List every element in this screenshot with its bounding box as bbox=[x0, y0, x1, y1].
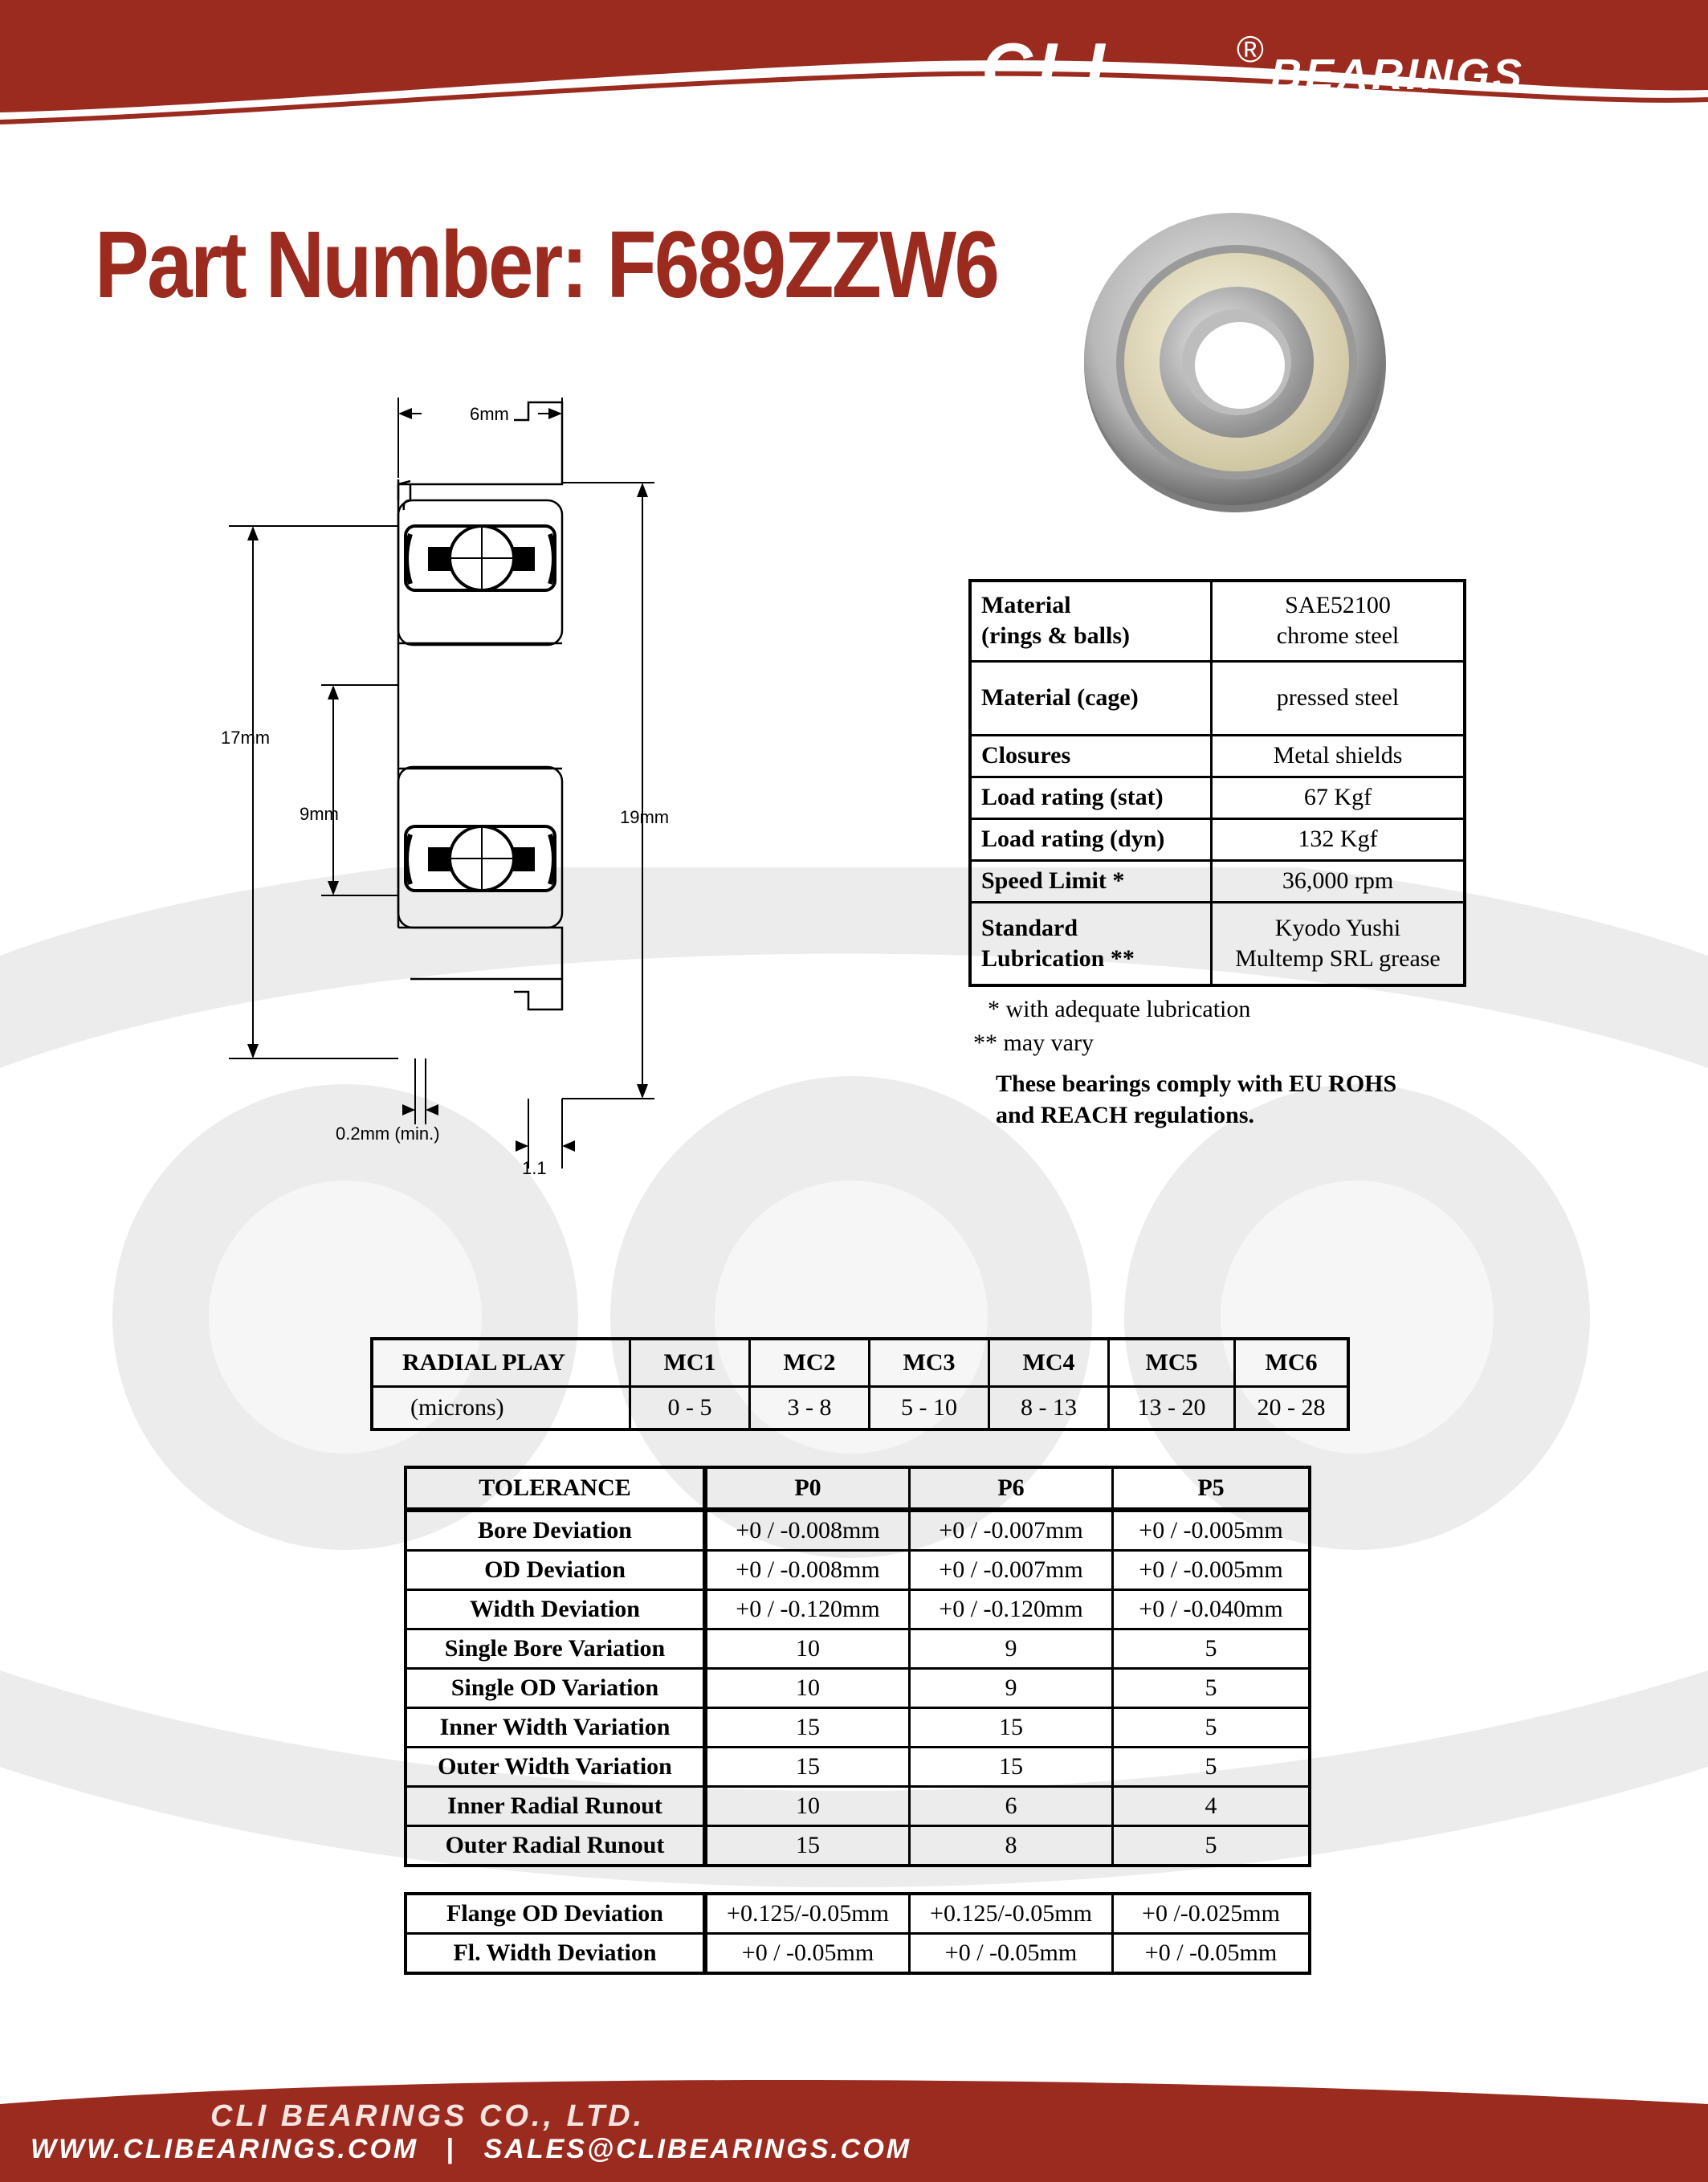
tolerance-value: +0 / -0.120mm bbox=[910, 1590, 1113, 1629]
dimension-arrows bbox=[247, 408, 648, 1152]
tolerance-row bbox=[406, 1934, 1310, 1974]
website-link[interactable]: WWW.CLIBEARINGS.COM bbox=[31, 2134, 419, 2164]
tolerance-value: 5 bbox=[1113, 1748, 1311, 1787]
radial-class: MC2 bbox=[750, 1339, 870, 1387]
dim-chamfer-label: 0.2mm (min.) bbox=[336, 1124, 440, 1144]
tolerance-value: 15 bbox=[705, 1826, 910, 1866]
brand-subtitle: BEARINGS bbox=[1270, 51, 1526, 99]
tolerance-value: 5 bbox=[1113, 1669, 1311, 1708]
spec-label: Material (cage) bbox=[970, 661, 1212, 735]
spec-label: Speed Limit * bbox=[970, 860, 1212, 902]
dim-flange-width-label: 1.1 bbox=[522, 1158, 547, 1178]
radial-class: MC3 bbox=[870, 1339, 989, 1387]
spec-label: Load rating (stat) bbox=[970, 777, 1212, 818]
radial-class: MC1 bbox=[630, 1339, 750, 1387]
tolerance-row bbox=[406, 1708, 1310, 1748]
radial-range: 8 - 13 bbox=[989, 1387, 1109, 1430]
brand-name: CLI bbox=[981, 28, 1110, 108]
tolerance-value: +0 / -0.05mm bbox=[705, 1934, 910, 1974]
tolerance-label: Inner Radial Runout bbox=[406, 1787, 705, 1826]
email-link[interactable]: SALES@CLIBEARINGS.COM bbox=[483, 2134, 912, 2164]
spec-row bbox=[970, 661, 1465, 735]
radial-range: 5 - 10 bbox=[870, 1387, 989, 1430]
spec-value: 36,000 rpm bbox=[1212, 860, 1465, 902]
tolerance-value: 9 bbox=[910, 1669, 1113, 1708]
radial-play-unit: (microns) bbox=[410, 1394, 504, 1421]
tolerance-value: +0 / -0.007mm bbox=[910, 1551, 1113, 1590]
tolerance-label: Width Deviation bbox=[406, 1590, 705, 1629]
tolerance-label: Inner Width Variation bbox=[406, 1708, 705, 1748]
tolerance-table bbox=[404, 1466, 1311, 1867]
tolerance-row bbox=[406, 1590, 1310, 1629]
note-lubrication: * with adequate lubrication bbox=[988, 996, 1251, 1022]
tolerance-value: 6 bbox=[910, 1787, 1113, 1826]
spec-row bbox=[970, 860, 1465, 902]
spec-value: 67 Kgf bbox=[1212, 777, 1465, 818]
bearing-photo bbox=[1076, 197, 1397, 518]
dim-bore-label: 9mm bbox=[300, 804, 339, 824]
flange-tolerance-table bbox=[404, 1892, 1311, 1975]
tolerance-value: 5 bbox=[1113, 1826, 1311, 1866]
tolerance-label: OD Deviation bbox=[406, 1551, 705, 1590]
compliance-line-2: and REACH regulations. bbox=[996, 1102, 1255, 1128]
radial-play-header bbox=[372, 1339, 1348, 1387]
tolerance-value: +0 /-0.025mm bbox=[1113, 1894, 1311, 1934]
tolerance-row bbox=[406, 1669, 1310, 1708]
tolerance-row bbox=[406, 1787, 1310, 1826]
compliance-line-1: These bearings comply with EU ROHS bbox=[996, 1071, 1397, 1097]
tolerance-row bbox=[406, 1826, 1310, 1866]
radial-range: 20 - 28 bbox=[1235, 1387, 1349, 1430]
tolerance-value: 4 bbox=[1113, 1787, 1311, 1826]
radial-range: 3 - 8 bbox=[750, 1387, 870, 1430]
spec-row bbox=[970, 777, 1465, 818]
tolerance-title: TOLERANCE bbox=[406, 1467, 705, 1510]
tolerance-row bbox=[406, 1894, 1310, 1934]
tolerance-value: +0 / -0.008mm bbox=[705, 1551, 910, 1590]
spec-value: 132 Kgf bbox=[1212, 818, 1465, 860]
tolerance-value: +0 / -0.007mm bbox=[910, 1510, 1113, 1551]
radial-class: MC4 bbox=[989, 1339, 1109, 1387]
spec-label: Load rating (dyn) bbox=[970, 818, 1212, 860]
spec-value: pressed steel bbox=[1212, 661, 1465, 735]
tolerance-value: 9 bbox=[910, 1629, 1113, 1669]
tolerance-value: 8 bbox=[910, 1826, 1113, 1866]
part-number-title: Part Number: F689ZZW6 bbox=[95, 212, 998, 318]
tolerance-value: 10 bbox=[705, 1629, 910, 1669]
flange-rows bbox=[406, 1894, 1310, 1973]
tolerance-value: +0 / -0.040mm bbox=[1113, 1590, 1311, 1629]
tolerance-value: +0 / -0.05mm bbox=[910, 1934, 1113, 1974]
footer-separator: | bbox=[446, 2134, 457, 2164]
tolerance-value: 15 bbox=[705, 1708, 910, 1748]
tolerance-value: 5 bbox=[1113, 1629, 1311, 1669]
radial-class: MC6 bbox=[1235, 1339, 1349, 1387]
tolerance-row bbox=[406, 1748, 1310, 1787]
spec-label: Standard Lubrication ** bbox=[970, 902, 1212, 985]
spec-value: Metal shields bbox=[1212, 735, 1465, 777]
spec-row bbox=[970, 735, 1465, 777]
footer-company: CLI BEARINGS CO., LTD. bbox=[210, 2099, 646, 2133]
tolerance-value: +0.125/-0.05mm bbox=[705, 1894, 910, 1934]
bearing-cross-section-drawing bbox=[205, 398, 687, 1189]
tolerance-label: Single OD Variation bbox=[406, 1669, 705, 1708]
compliance-statement bbox=[996, 1068, 1396, 1131]
radial-play-values bbox=[372, 1387, 1348, 1430]
tolerance-label: Outer Width Variation bbox=[406, 1748, 705, 1787]
radial-play-title: RADIAL PLAY bbox=[372, 1339, 630, 1387]
tolerance-value: 10 bbox=[705, 1787, 910, 1826]
dim-outer-diameter-label: 17mm bbox=[221, 728, 271, 748]
tolerance-row bbox=[406, 1510, 1310, 1551]
tolerance-label: Flange OD Deviation bbox=[406, 1894, 705, 1934]
tolerance-value: +0 / -0.008mm bbox=[705, 1510, 910, 1551]
tolerance-value: +0 / -0.05mm bbox=[1113, 1934, 1311, 1974]
spec-row bbox=[970, 902, 1465, 985]
spec-table bbox=[968, 579, 1466, 987]
tolerance-header bbox=[406, 1467, 1310, 1510]
dim-width-label: 6mm bbox=[470, 404, 509, 424]
brand-logo bbox=[981, 28, 1688, 108]
tolerance-label: Outer Radial Runout bbox=[406, 1826, 705, 1866]
upper-ball bbox=[406, 526, 555, 590]
tolerance-rows bbox=[406, 1510, 1310, 1866]
lower-ball bbox=[406, 826, 555, 891]
grade-header: P5 bbox=[1113, 1467, 1311, 1510]
radial-class: MC5 bbox=[1109, 1339, 1235, 1387]
spec-label: Material (rings & balls) bbox=[970, 581, 1212, 661]
spec-row bbox=[970, 818, 1465, 860]
tolerance-label: Bore Deviation bbox=[406, 1510, 705, 1551]
tolerance-value: +0.125/-0.05mm bbox=[910, 1894, 1113, 1934]
grade-header: P6 bbox=[910, 1467, 1113, 1510]
note-may-vary: ** may vary bbox=[973, 1030, 1094, 1056]
footer-contact bbox=[31, 2134, 911, 2165]
radial-range: 0 - 5 bbox=[630, 1387, 750, 1430]
spec-value: Kyodo Yushi Multemp SRL grease bbox=[1212, 902, 1465, 985]
tolerance-value: +0 / -0.120mm bbox=[705, 1590, 910, 1629]
tolerance-row bbox=[406, 1629, 1310, 1669]
tolerance-value: 10 bbox=[705, 1669, 910, 1708]
tolerance-value: 5 bbox=[1113, 1708, 1311, 1748]
tolerance-value: 15 bbox=[910, 1708, 1113, 1748]
tolerance-row bbox=[406, 1551, 1310, 1590]
tolerance-value: 15 bbox=[910, 1748, 1113, 1787]
tolerance-value: 15 bbox=[705, 1748, 910, 1787]
spec-value: SAE52100 chrome steel bbox=[1212, 581, 1465, 661]
spec-row bbox=[970, 581, 1465, 661]
tolerance-value: +0 / -0.005mm bbox=[1113, 1551, 1311, 1590]
tolerance-value: +0 / -0.005mm bbox=[1113, 1510, 1311, 1551]
tolerance-label: Fl. Width Deviation bbox=[406, 1934, 705, 1974]
registered-mark: ® bbox=[1237, 28, 1264, 70]
grade-header: P0 bbox=[705, 1467, 910, 1510]
radial-range: 13 - 20 bbox=[1109, 1387, 1235, 1430]
spec-notes bbox=[973, 993, 1250, 1060]
tolerance-label: Single Bore Variation bbox=[406, 1629, 705, 1669]
radial-play-table bbox=[370, 1337, 1350, 1431]
dim-flange-diameter-label: 19mm bbox=[620, 807, 670, 827]
spec-label: Closures bbox=[970, 735, 1212, 777]
